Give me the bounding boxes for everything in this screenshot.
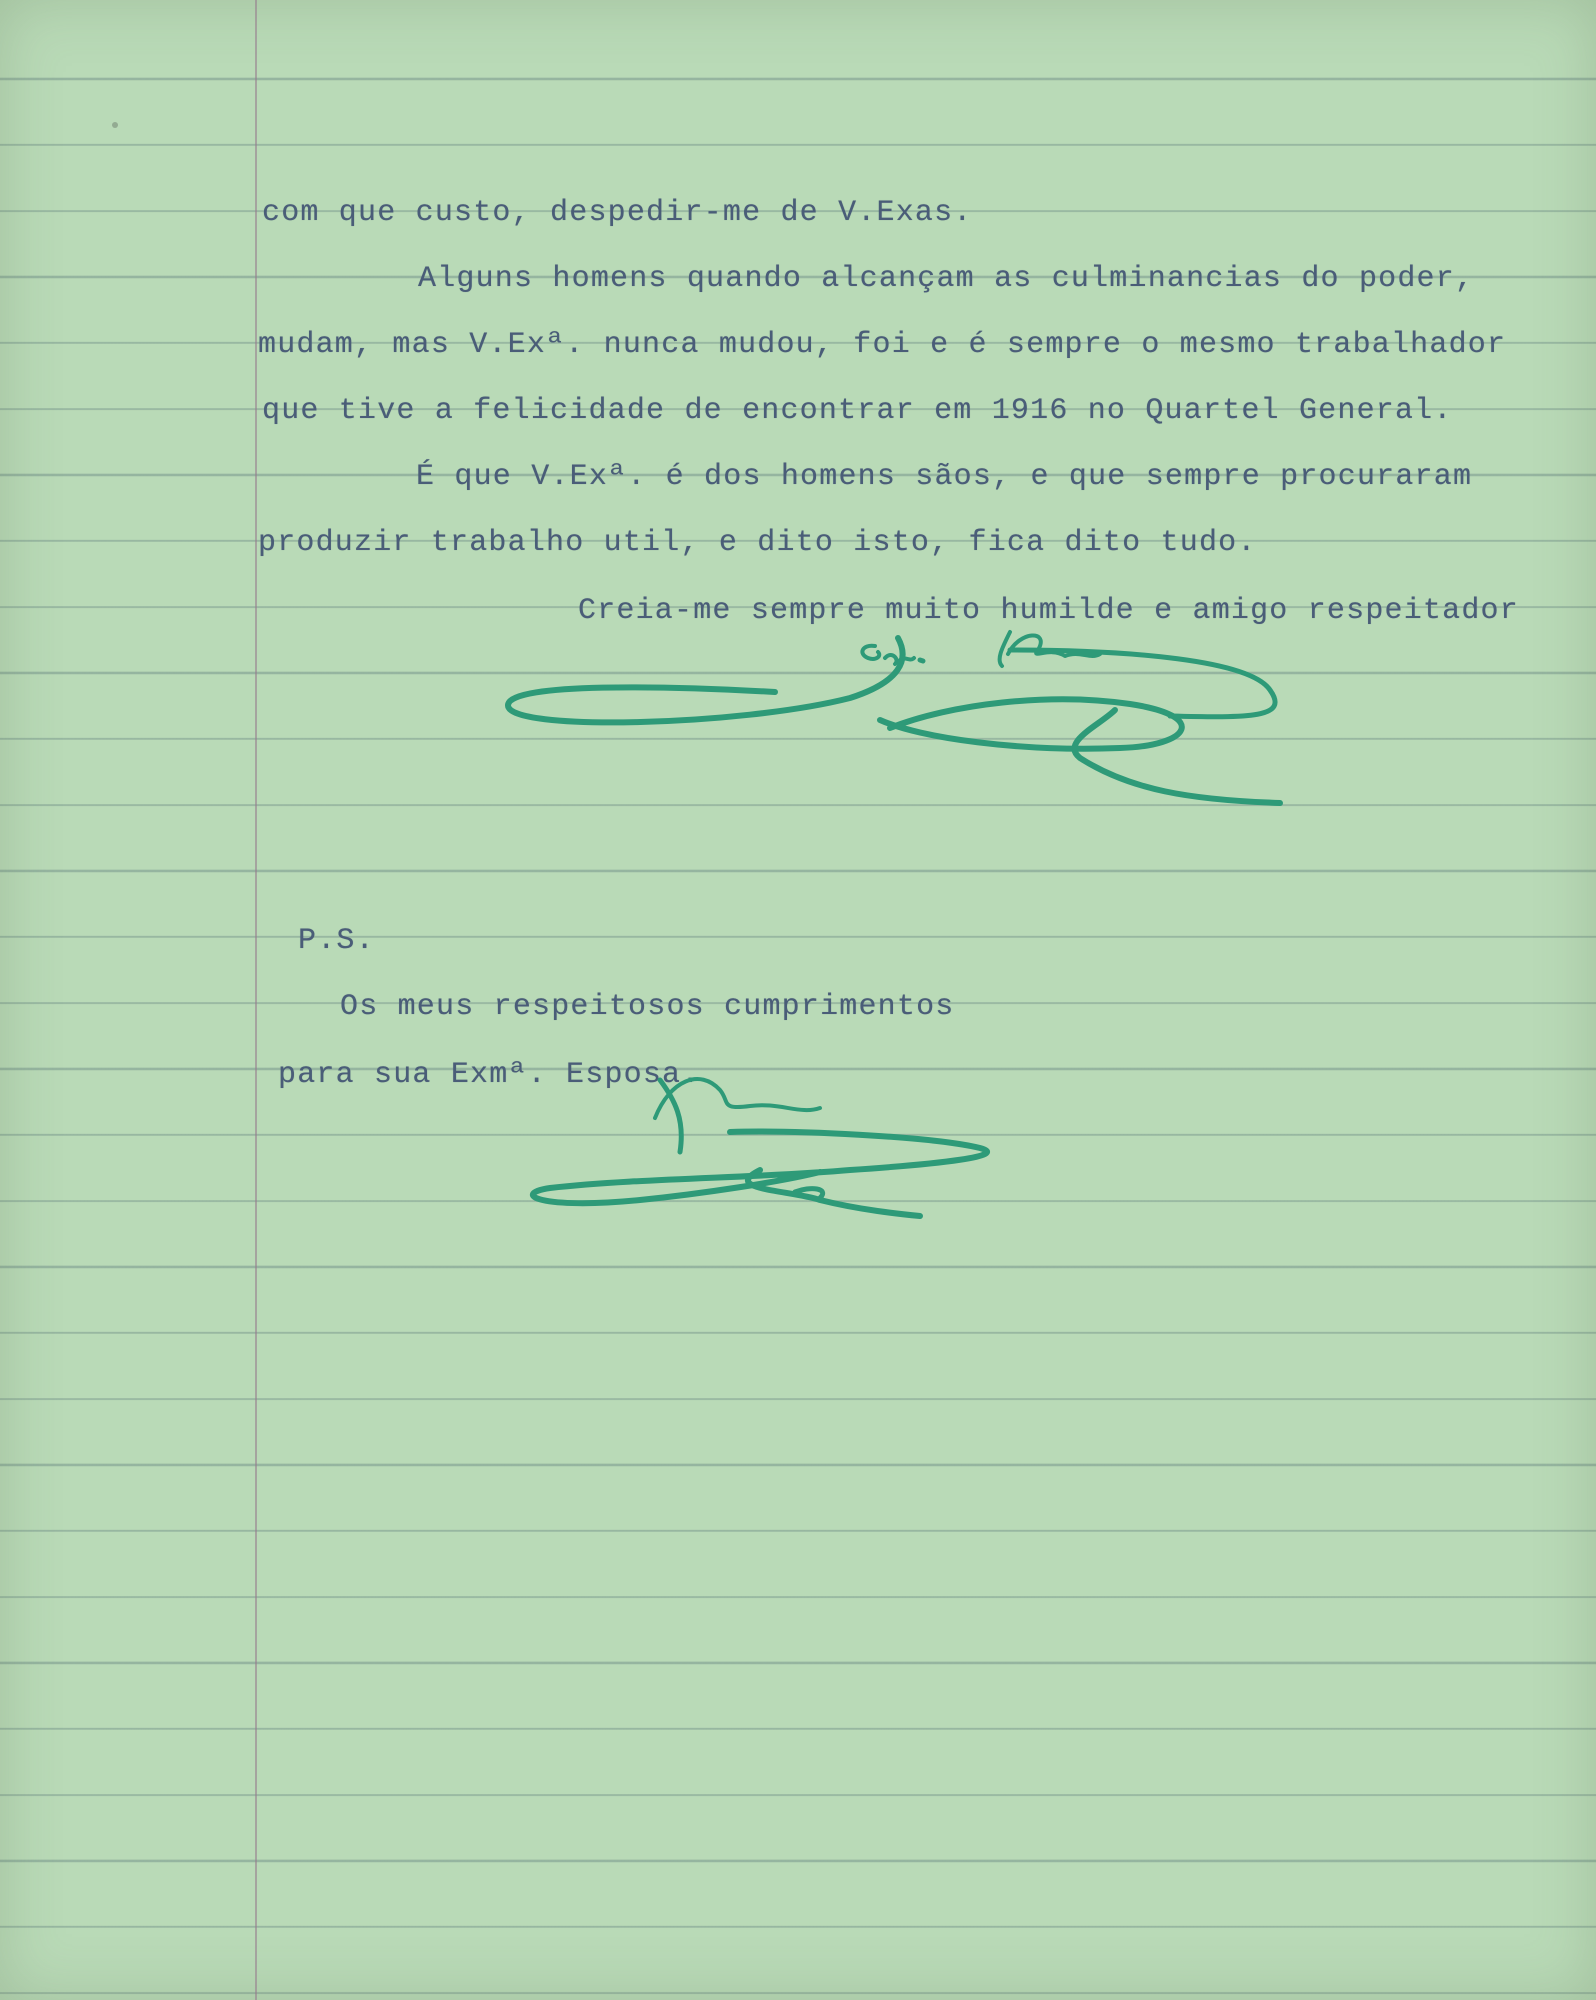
margin-rule bbox=[255, 0, 257, 2000]
letter-line-3: mudam, mas V.Exª. nunca mudou, foi e é sempre o mesmo trabalhador bbox=[258, 328, 1507, 362]
closing-line: Creia-me sempre muito humilde e amigo respeitador bbox=[578, 594, 1519, 628]
postscript-line-2: para sua Exmª. Esposa. bbox=[278, 1058, 701, 1092]
letter-line-4: que tive a felicidade de encontrar em 1916 no Quartel General. bbox=[262, 394, 1453, 428]
letter-line-5: É que V.Exª. é dos homens sãos, e que sempre procuraram bbox=[416, 460, 1473, 494]
letter-line-2: Alguns homens quando alcançam as culminancias do poder, bbox=[418, 262, 1475, 296]
letter-line-1: com que custo, despedir-me de V.Exas. bbox=[262, 196, 973, 230]
postscript-signature bbox=[520, 1060, 1000, 1260]
main-signature bbox=[490, 620, 1310, 820]
paper-mark bbox=[112, 122, 118, 128]
postscript-heading: P.S. bbox=[298, 924, 375, 958]
letter-line-6: produzir trabalho util, e dito isto, fica dito tudo. bbox=[258, 526, 1257, 560]
postscript-line-1: Os meus respeitosos cumprimentos bbox=[340, 990, 955, 1024]
